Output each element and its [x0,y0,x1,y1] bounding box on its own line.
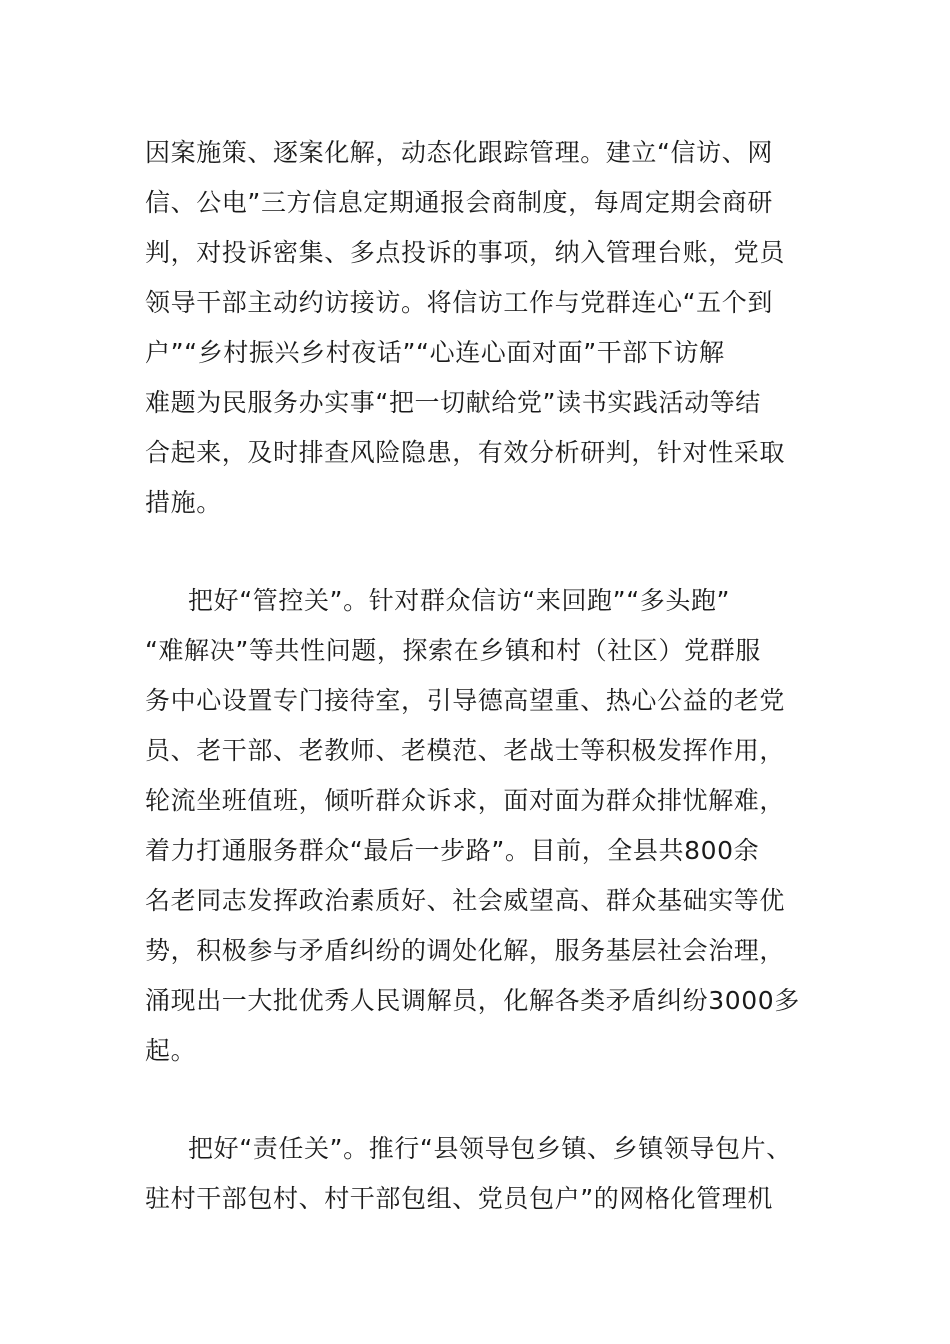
text-line: 难题为民服务办实事“把一切献给党”读书实践活动等结 [145,388,761,417]
text-line: 判，对投诉密集、多点投诉的事项，纳入管理台账，党员 [145,238,786,267]
text-line: “难解决”等共性问题，探索在乡镇和村（社区）党群服 [145,636,761,665]
text-line: 驻村干部包村、村干部包组、党员包户”的网格化管理机 [145,1184,773,1213]
text-line: 起。 [145,1036,197,1065]
text-line: 因案施策、逐案化解，动态化跟踪管理。建立“信访、网 [145,138,773,167]
text-line: 把好“责任关”。推行“县领导包乡镇、乡镇领导包片、 [188,1134,792,1163]
text-line: 涌现出一大批优秀人民调解员，化解各类矛盾纠纷3000多 [145,986,800,1015]
text-line: 信、公电”三方信息定期通报会商制度，每周定期会商研 [145,188,773,217]
text-line: 轮流坐班值班，倾听群众诉求，面对面为群众排忧解难， [145,786,786,815]
text-line: 合起来，及时排查风险隐患，有效分析研判，针对性采取 [145,438,786,467]
text-line: 户”“乡村振兴乡村夜话”“心连心面对面”干部下访解 [145,338,725,367]
text-line: 把好“管控关”。针对群众信访“来回跑”“多头跑” [188,586,731,615]
text-line: 员、老干部、老教师、老模范、老战士等积极发挥作用， [145,736,786,765]
text-line: 务中心设置专门接待室，引导德高望重、热心公益的老党 [145,686,786,715]
text-line: 势，积极参与矛盾纠纷的调处化解，服务基层社会治理， [145,936,786,965]
text-line: 领导干部主动约访接访。将信访工作与党群连心“五个到 [145,288,773,317]
text-line: 名老同志发挥政治素质好、社会威望高、群众基础实等优 [145,886,786,915]
text-line: 着力打通服务群众“最后一步路”。目前，全县共800余 [145,836,760,865]
text-line: 措施。 [145,488,222,517]
